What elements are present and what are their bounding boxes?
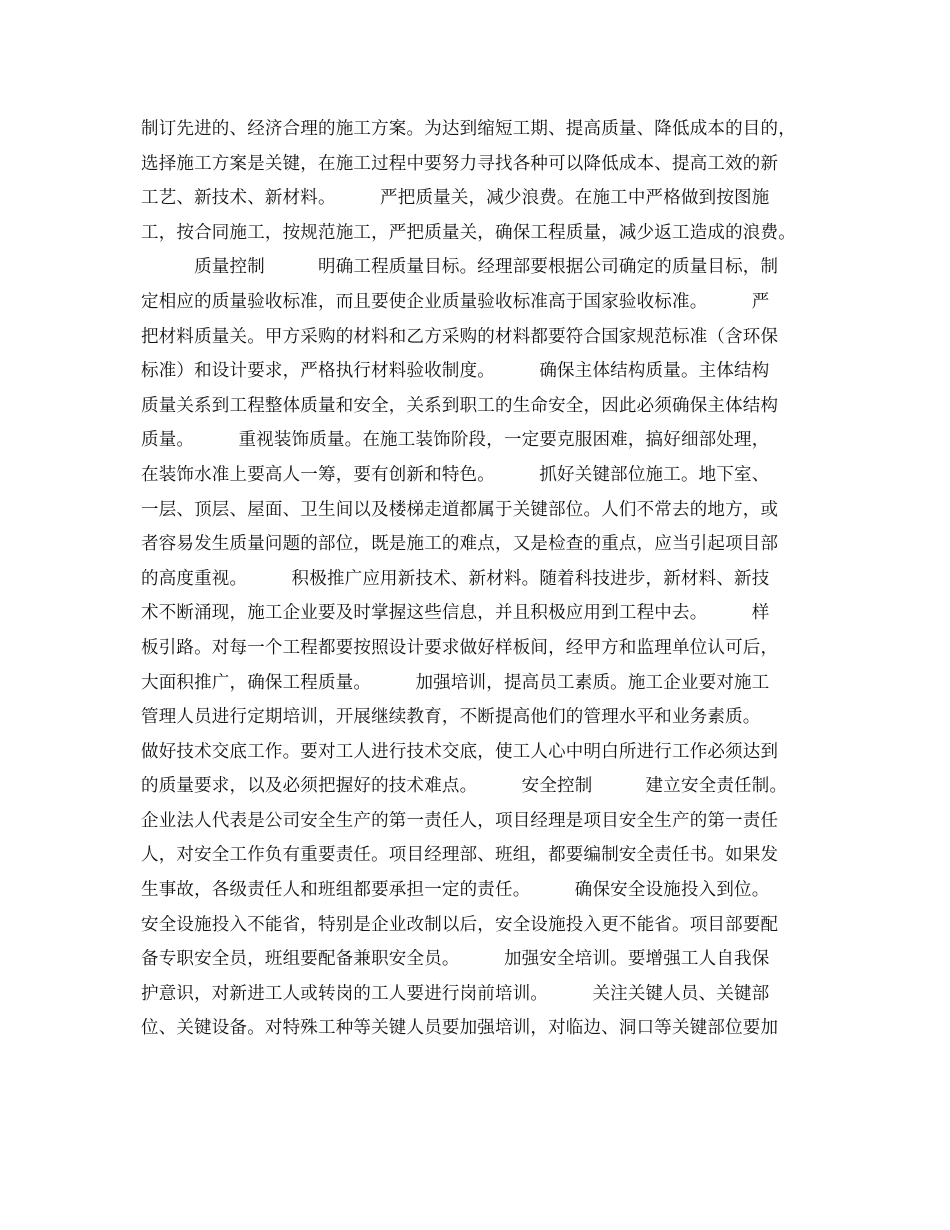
text-line: 者容易发生质量问题的部位，既是施工的难点，又是检查的重点，应当引起项目部 xyxy=(141,534,779,555)
text-line: 的高度重视。 积极推广应用新技术、新材料。随着科技进步，新材料、新技 xyxy=(141,568,770,589)
text-line: 的质量要求，以及必须把握好的技术难点。 安全控制 建立安全责任制。 xyxy=(141,776,788,797)
text-line: 制订先进的、经济合理的施工方案。为达到缩短工期、提高质量、降低成本的目的， xyxy=(141,119,796,139)
text-line: 一层、顶层、屋面、卫生间以及楼梯走道都属于关键部位。人们不常去的地方，或 xyxy=(141,499,779,520)
text-line: 工艺、新技术、新材料。 严把质量关，减少浪费。在施工中严格做到按图施 xyxy=(141,188,770,209)
text-line: 质量关系到工程整体质量和安全，关系到职工的生命安全，因此必须确保主体结构 xyxy=(141,395,779,416)
text-line: 板引路。对每一个工程都要按照设计要求做好样板间，经甲方和监理单位认可后， xyxy=(141,637,779,658)
text-line: 管理人员进行定期培训，开展继续教育，不断提高他们的管理水平和业务素质。 xyxy=(141,707,761,728)
text-line: 企业法人代表是公司安全生产的第一责任人，项目经理是项目安全生产的第一责任 xyxy=(141,810,779,831)
text-line: 工，按合同施工，按规范施工，严把质量关，确保工程质量，减少返工造成的浪费。 xyxy=(141,222,796,243)
text-line: 术不断涌现，施工企业要及时掌握这些信息，并且积极应用到工程中去。 样 xyxy=(141,603,770,624)
text-line: 在装饰水准上要高人一筹，要有创新和特色。 抓好关键部位施工。地下室、 xyxy=(141,464,770,485)
text-line: 标准）和设计要求，严格执行材料验收制度。 确保主体结构质量。主体结构 xyxy=(141,361,770,382)
text-line: 备专职安全员，班组要配备兼职安全员。 加强安全培训。要增强工人自我保 xyxy=(141,949,770,970)
text-line: 做好技术交底工作。要对工人进行技术交底，使工人心中明白所进行工作必须达到 xyxy=(141,741,779,762)
text-line: 大面积推广，确保工程质量。 加强培训，提高员工素质。施工企业要对施工 xyxy=(141,672,770,693)
text-line: 选择施工方案是关键，在施工过程中要努力寻找各种可以降低成本、提高工效的新 xyxy=(141,153,779,174)
text-line: 生事故，各级责任人和班组都要承担一定的责任。 确保安全设施投入到位。 xyxy=(141,880,770,901)
text-line: 质量控制 明确工程质量目标。经理部要根据公司确定的质量目标，制 xyxy=(141,257,779,278)
text-line: 安全设施投入不能省，特别是企业改制以后，安全设施投入更不能省。项目部要配 xyxy=(141,914,779,935)
text-line: 把材料质量关。甲方采购的材料和乙方采购的材料都要符合国家规范标准（含环保 xyxy=(141,326,779,347)
text-line: 定相应的质量验收标准，而且要使企业质量验收标准高于国家验收标准。 严 xyxy=(141,291,770,312)
body-text xyxy=(141,112,831,1046)
text-line: 位、关键设备。对特殊工种等关键人员要加强培训，对临边、洞口等关键部位要加 xyxy=(141,1018,779,1039)
text-line: 人，对安全工作负有重要责任。项目经理部、班组，都要编制安全责任书。如果发 xyxy=(141,845,779,866)
text-line: 护意识，对新进工人或转岗的工人要进行岗前培训。 关注关键人员、关键部 xyxy=(141,983,770,1004)
text-line: 质量。 重视装饰质量。在施工装饰阶段，一定要克服困难，搞好细部处理， xyxy=(141,430,770,451)
